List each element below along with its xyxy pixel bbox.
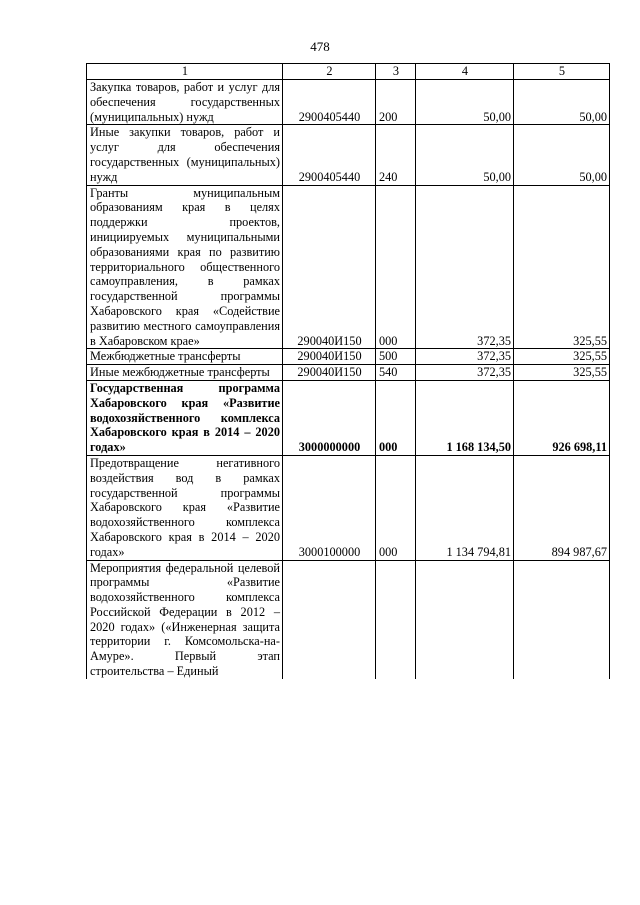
row-sum-1: 372,35 bbox=[416, 349, 514, 365]
row-sum-1: 372,35 bbox=[416, 185, 514, 349]
row-sum-1: 1 168 134,50 bbox=[416, 380, 514, 455]
row-code: 290040И150 bbox=[283, 185, 376, 349]
table-row bbox=[87, 185, 610, 349]
row-vr: 000 bbox=[376, 185, 416, 349]
table-row bbox=[87, 455, 610, 560]
row-sum-2: 325,55 bbox=[514, 185, 610, 349]
row-code: 2900405440 bbox=[283, 80, 376, 125]
row-sum-1: 50,00 bbox=[416, 80, 514, 125]
header-col-3: 3 bbox=[376, 64, 416, 80]
row-name: Иные межбюджетные трансферты bbox=[87, 365, 283, 381]
row-name: Межбюджетные трансферты bbox=[87, 349, 283, 365]
table-row bbox=[87, 349, 610, 365]
row-sum-1: 50,00 bbox=[416, 125, 514, 185]
row-code: 290040И150 bbox=[283, 365, 376, 381]
header-col-1: 1 bbox=[87, 64, 283, 80]
row-vr: 200 bbox=[376, 80, 416, 125]
row-vr: 500 bbox=[376, 349, 416, 365]
header-col-2: 2 bbox=[283, 64, 376, 80]
row-sum-1: 1 134 794,81 bbox=[416, 455, 514, 560]
row-name: Государственная программа Хабаровского края «Развитие водохозяйственного комплекса Хабаровского края в 2014 – 2020 годах» bbox=[87, 380, 283, 455]
row-vr: 540 bbox=[376, 365, 416, 381]
row-code: 3000100000 bbox=[283, 455, 376, 560]
row-name: Мероприятия федеральной целевой программы «Развитие водохозяйственного комплекса Российской Федерации в 2012 – 2020 годах» («Инженерная защита территории г. Комсомольска-на-Амуре». Первый этап строительства – Единый bbox=[87, 560, 283, 679]
row-vr: 240 bbox=[376, 125, 416, 185]
table-row bbox=[87, 80, 610, 125]
row-sum-2: 50,00 bbox=[514, 80, 610, 125]
row-name: Иные закупки товаров, работ и услуг для обеспечения государственных (муниципальных) нужд bbox=[87, 125, 283, 185]
row-sum-1: 372,35 bbox=[416, 365, 514, 381]
budget-table bbox=[86, 63, 610, 679]
header-col-4: 4 bbox=[416, 64, 514, 80]
row-sum-2: 894 987,67 bbox=[514, 455, 610, 560]
row-code: 3000000000 bbox=[283, 380, 376, 455]
table-row-program bbox=[87, 380, 610, 455]
table-row bbox=[87, 560, 610, 679]
row-code: 2900405440 bbox=[283, 125, 376, 185]
table-row bbox=[87, 125, 610, 185]
page-number: 478 bbox=[310, 39, 330, 54]
row-code: 290040И150 bbox=[283, 349, 376, 365]
row-sum-2: 325,55 bbox=[514, 349, 610, 365]
row-vr bbox=[376, 560, 416, 679]
row-name: Закупка товаров, работ и услуг для обеспечения государственных (муниципальных) нужд bbox=[87, 80, 283, 125]
row-vr: 000 bbox=[376, 455, 416, 560]
header-row bbox=[87, 64, 610, 80]
row-sum-2: 50,00 bbox=[514, 125, 610, 185]
row-name: Гранты муниципальным образованиям края в целях поддержки проектов, инициируемых муниципальными образованиями края по развитию территориального общественного самоуправления, в рамках государственной программы Хабаровского края «Содействие развитию местного самоуправления в Хабаровском крае» bbox=[87, 185, 283, 349]
row-vr: 000 bbox=[376, 380, 416, 455]
row-sum-2: 926 698,11 bbox=[514, 380, 610, 455]
row-sum-1 bbox=[416, 560, 514, 679]
row-sum-2: 325,55 bbox=[514, 365, 610, 381]
row-sum-2 bbox=[514, 560, 610, 679]
table-row bbox=[87, 365, 610, 381]
row-code bbox=[283, 560, 376, 679]
row-name: Предотвращение негативного воздействия вод в рамках государственной программы Хабаровского края «Развитие водохозяйственного комплекса Хабаровского края в 2014 – 2020 годах» bbox=[87, 455, 283, 560]
header-col-5: 5 bbox=[514, 64, 610, 80]
